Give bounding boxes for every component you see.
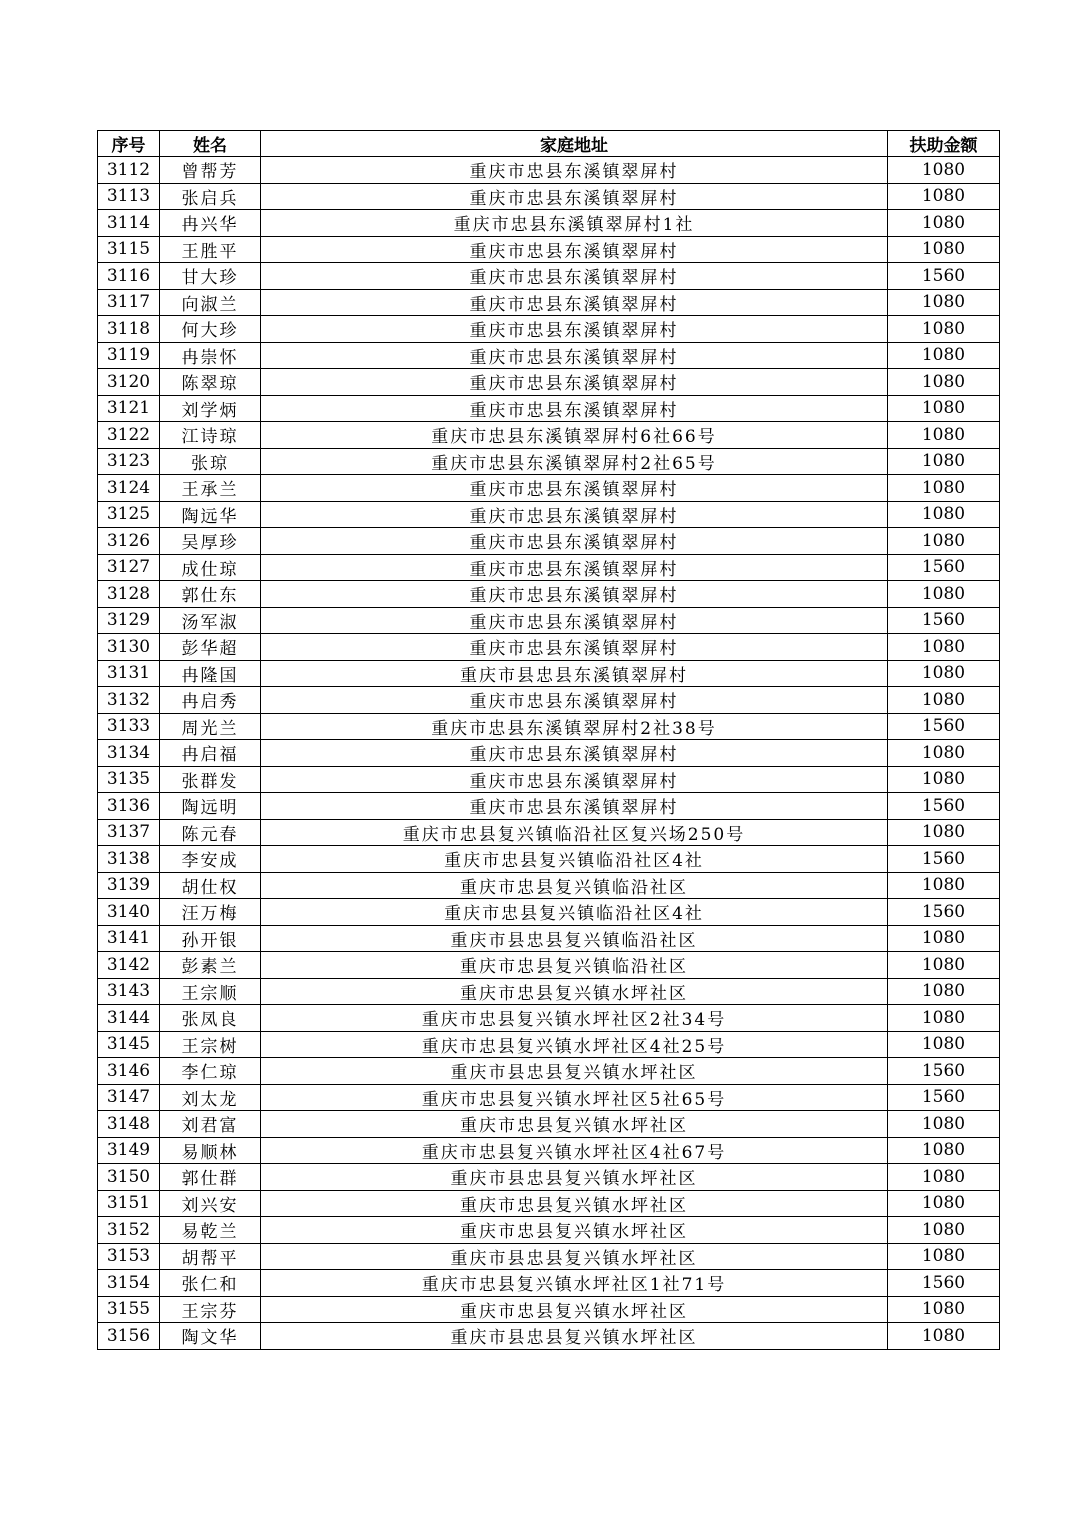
- row-index: 3152: [98, 1217, 160, 1244]
- table-row: [98, 210, 1000, 237]
- row-index: 3154: [98, 1270, 160, 1297]
- row-amount: 1080: [888, 316, 1000, 343]
- row-amount: 1080: [888, 157, 1000, 184]
- row-address: 重庆市忠县复兴镇临沿社区: [261, 952, 888, 979]
- row-amount: 1080: [888, 422, 1000, 449]
- row-amount: 1560: [888, 899, 1000, 926]
- row-name: 刘兴安: [160, 1190, 261, 1217]
- table-row: [98, 1243, 1000, 1270]
- row-index: 3156: [98, 1323, 160, 1350]
- row-index: 3133: [98, 713, 160, 740]
- header-index: 序号: [98, 131, 160, 157]
- row-address: 重庆市忠县东溪镇翠屏村: [261, 342, 888, 369]
- row-address: 重庆市忠县东溪镇翠屏村: [261, 607, 888, 634]
- row-index: 3128: [98, 581, 160, 608]
- table-row: [98, 422, 1000, 449]
- row-amount: 1080: [888, 819, 1000, 846]
- row-name: 冉隆国: [160, 660, 261, 687]
- row-index: 3131: [98, 660, 160, 687]
- row-name: 刘学炳: [160, 395, 261, 422]
- row-name: 刘君富: [160, 1111, 261, 1138]
- row-index: 3118: [98, 316, 160, 343]
- row-index: 3143: [98, 978, 160, 1005]
- row-index: 3138: [98, 846, 160, 873]
- row-name: 曾帮芳: [160, 157, 261, 184]
- row-index: 3115: [98, 236, 160, 263]
- row-index: 3116: [98, 263, 160, 290]
- row-name: 陈元春: [160, 819, 261, 846]
- table-row: [98, 952, 1000, 979]
- table-row: [98, 1084, 1000, 1111]
- row-address: 重庆市忠县东溪镇翠屏村: [261, 766, 888, 793]
- row-amount: 1080: [888, 766, 1000, 793]
- row-name: 张启兵: [160, 183, 261, 210]
- table-row: [98, 1111, 1000, 1138]
- row-name: 李仁琼: [160, 1058, 261, 1085]
- row-amount: 1080: [888, 1031, 1000, 1058]
- row-address: 重庆市县忠县复兴镇水坪社区: [261, 1164, 888, 1191]
- table-row: [98, 687, 1000, 714]
- row-address: 重庆市忠县东溪镇翠屏村1社: [261, 210, 888, 237]
- row-address: 重庆市忠县东溪镇翠屏村: [261, 183, 888, 210]
- row-address: 重庆市忠县东溪镇翠屏村: [261, 793, 888, 820]
- row-amount: 1080: [888, 369, 1000, 396]
- row-name: 向淑兰: [160, 289, 261, 316]
- table-row: [98, 1137, 1000, 1164]
- table-row: [98, 501, 1000, 528]
- row-name: 陶远明: [160, 793, 261, 820]
- row-amount: 1560: [888, 1270, 1000, 1297]
- row-address: 重庆市忠县复兴镇水坪社区4社25号: [261, 1031, 888, 1058]
- table-row: [98, 740, 1000, 767]
- table-row: [98, 766, 1000, 793]
- row-index: 3119: [98, 342, 160, 369]
- row-address: 重庆市忠县复兴镇水坪社区: [261, 1296, 888, 1323]
- table-row: [98, 528, 1000, 555]
- row-index: 3137: [98, 819, 160, 846]
- row-index: 3121: [98, 395, 160, 422]
- row-name: 陶远华: [160, 501, 261, 528]
- row-address: 重庆市忠县东溪镇翠屏村: [261, 528, 888, 555]
- row-index: 3122: [98, 422, 160, 449]
- table-row: [98, 1323, 1000, 1350]
- row-name: 彭素兰: [160, 952, 261, 979]
- row-address: 重庆市忠县复兴镇水坪社区: [261, 1111, 888, 1138]
- table-row: [98, 660, 1000, 687]
- row-name: 陈翠琼: [160, 369, 261, 396]
- row-index: 3145: [98, 1031, 160, 1058]
- row-name: 成仕琼: [160, 554, 261, 581]
- row-index: 3142: [98, 952, 160, 979]
- row-amount: 1080: [888, 1137, 1000, 1164]
- row-address: 重庆市忠县复兴镇水坪社区5社65号: [261, 1084, 888, 1111]
- row-name: 王宗顺: [160, 978, 261, 1005]
- row-amount: 1560: [888, 263, 1000, 290]
- row-index: 3148: [98, 1111, 160, 1138]
- table-row: [98, 846, 1000, 873]
- row-name: 张群发: [160, 766, 261, 793]
- row-name: 刘太龙: [160, 1084, 261, 1111]
- row-index: 3123: [98, 448, 160, 475]
- row-address: 重庆市忠县东溪镇翠屏村2社38号: [261, 713, 888, 740]
- table-body: [98, 157, 1000, 1350]
- row-index: 3155: [98, 1296, 160, 1323]
- row-address: 重庆市忠县东溪镇翠屏村: [261, 475, 888, 502]
- row-amount: 1560: [888, 554, 1000, 581]
- row-index: 3150: [98, 1164, 160, 1191]
- row-name: 易顺林: [160, 1137, 261, 1164]
- row-address: 重庆市忠县东溪镇翠屏村: [261, 263, 888, 290]
- row-index: 3134: [98, 740, 160, 767]
- row-amount: 1080: [888, 634, 1000, 661]
- row-name: 冉启福: [160, 740, 261, 767]
- table-row: [98, 872, 1000, 899]
- row-address: 重庆市忠县东溪镇翠屏村: [261, 581, 888, 608]
- table-row: [98, 1270, 1000, 1297]
- row-name: 甘大珍: [160, 263, 261, 290]
- row-amount: 1080: [888, 1164, 1000, 1191]
- table-row: [98, 793, 1000, 820]
- table-row: [98, 395, 1000, 422]
- row-address: 重庆市忠县东溪镇翠屏村: [261, 157, 888, 184]
- row-amount: 1080: [888, 210, 1000, 237]
- beneficiary-table: [97, 130, 1000, 1350]
- row-index: 3125: [98, 501, 160, 528]
- row-address: 重庆市忠县复兴镇水坪社区: [261, 978, 888, 1005]
- table-header: [98, 131, 1000, 157]
- row-name: 冉启秀: [160, 687, 261, 714]
- row-index: 3141: [98, 925, 160, 952]
- row-address: 重庆市忠县东溪镇翠屏村: [261, 634, 888, 661]
- table-row: [98, 369, 1000, 396]
- row-address: 重庆市忠县复兴镇水坪社区2社34号: [261, 1005, 888, 1032]
- header-row: [98, 131, 1000, 157]
- row-amount: 1080: [888, 952, 1000, 979]
- row-amount: 1080: [888, 1005, 1000, 1032]
- row-address: 重庆市县忠县复兴镇水坪社区: [261, 1323, 888, 1350]
- row-address: 重庆市忠县复兴镇临沿社区复兴场250号: [261, 819, 888, 846]
- row-address: 重庆市县忠县复兴镇临沿社区: [261, 925, 888, 952]
- row-index: 3114: [98, 210, 160, 237]
- row-index: 3117: [98, 289, 160, 316]
- row-amount: 1080: [888, 183, 1000, 210]
- row-address: 重庆市忠县东溪镇翠屏村: [261, 554, 888, 581]
- row-amount: 1080: [888, 1190, 1000, 1217]
- row-address: 重庆市忠县复兴镇临沿社区4社: [261, 846, 888, 873]
- table-row: [98, 236, 1000, 263]
- row-index: 3139: [98, 872, 160, 899]
- row-address: 重庆市忠县复兴镇水坪社区1社71号: [261, 1270, 888, 1297]
- row-index: 3127: [98, 554, 160, 581]
- row-address: 重庆市忠县复兴镇临沿社区4社: [261, 899, 888, 926]
- row-amount: 1080: [888, 872, 1000, 899]
- row-index: 3136: [98, 793, 160, 820]
- row-name: 张琼: [160, 448, 261, 475]
- row-name: 李安成: [160, 846, 261, 873]
- row-name: 吴厚珍: [160, 528, 261, 555]
- row-address: 重庆市忠县复兴镇水坪社区: [261, 1217, 888, 1244]
- table-row: [98, 925, 1000, 952]
- table-row: [98, 713, 1000, 740]
- row-amount: 1560: [888, 1058, 1000, 1085]
- row-index: 3153: [98, 1243, 160, 1270]
- row-amount: 1080: [888, 687, 1000, 714]
- table-row: [98, 1058, 1000, 1085]
- row-name: 王宗树: [160, 1031, 261, 1058]
- row-amount: 1560: [888, 846, 1000, 873]
- row-name: 孙开银: [160, 925, 261, 952]
- table-row: [98, 581, 1000, 608]
- row-name: 易乾兰: [160, 1217, 261, 1244]
- row-name: 张仁和: [160, 1270, 261, 1297]
- row-amount: 1080: [888, 236, 1000, 263]
- row-address: 重庆市县忠县复兴镇水坪社区: [261, 1243, 888, 1270]
- table-row: [98, 607, 1000, 634]
- row-name: 王宗芬: [160, 1296, 261, 1323]
- row-amount: 1080: [888, 1217, 1000, 1244]
- table-row: [98, 157, 1000, 184]
- row-name: 张凤良: [160, 1005, 261, 1032]
- row-index: 3149: [98, 1137, 160, 1164]
- row-index: 3135: [98, 766, 160, 793]
- row-amount: 1560: [888, 793, 1000, 820]
- row-address: 重庆市忠县东溪镇翠屏村: [261, 501, 888, 528]
- table-row: [98, 263, 1000, 290]
- row-name: 冉崇怀: [160, 342, 261, 369]
- row-address: 重庆市县忠县东溪镇翠屏村: [261, 660, 888, 687]
- row-address: 重庆市忠县东溪镇翠屏村: [261, 687, 888, 714]
- row-index: 3144: [98, 1005, 160, 1032]
- table-row: [98, 1296, 1000, 1323]
- row-name: 何大珍: [160, 316, 261, 343]
- row-amount: 1080: [888, 475, 1000, 502]
- row-address: 重庆市忠县东溪镇翠屏村: [261, 236, 888, 263]
- table-row: [98, 1190, 1000, 1217]
- row-index: 3124: [98, 475, 160, 502]
- row-index: 3147: [98, 1084, 160, 1111]
- row-index: 3130: [98, 634, 160, 661]
- row-amount: 1560: [888, 607, 1000, 634]
- row-index: 3120: [98, 369, 160, 396]
- row-name: 郭仕群: [160, 1164, 261, 1191]
- row-amount: 1080: [888, 740, 1000, 767]
- row-amount: 1080: [888, 1296, 1000, 1323]
- row-name: 胡帮平: [160, 1243, 261, 1270]
- row-amount: 1080: [888, 289, 1000, 316]
- row-amount: 1080: [888, 660, 1000, 687]
- row-name: 陶文华: [160, 1323, 261, 1350]
- row-name: 汤军淑: [160, 607, 261, 634]
- table-row: [98, 316, 1000, 343]
- table-row: [98, 634, 1000, 661]
- table-row: [98, 899, 1000, 926]
- row-amount: 1080: [888, 581, 1000, 608]
- table-row: [98, 448, 1000, 475]
- row-index: 3113: [98, 183, 160, 210]
- row-index: 3112: [98, 157, 160, 184]
- row-name: 冉兴华: [160, 210, 261, 237]
- row-index: 3146: [98, 1058, 160, 1085]
- row-amount: 1560: [888, 713, 1000, 740]
- row-name: 江诗琼: [160, 422, 261, 449]
- header-amount: 扶助金额: [888, 131, 1000, 157]
- row-amount: 1080: [888, 448, 1000, 475]
- row-index: 3126: [98, 528, 160, 555]
- row-amount: 1080: [888, 342, 1000, 369]
- table-row: [98, 183, 1000, 210]
- table-row: [98, 1031, 1000, 1058]
- row-amount: 1080: [888, 501, 1000, 528]
- header-name: 姓名: [160, 131, 261, 157]
- row-address: 重庆市忠县复兴镇临沿社区: [261, 872, 888, 899]
- row-index: 3151: [98, 1190, 160, 1217]
- table-row: [98, 1164, 1000, 1191]
- row-address: 重庆市忠县东溪镇翠屏村2社65号: [261, 448, 888, 475]
- row-name: 汪万梅: [160, 899, 261, 926]
- row-address: 重庆市忠县东溪镇翠屏村: [261, 289, 888, 316]
- table-row: [98, 978, 1000, 1005]
- header-address: 家庭地址: [261, 131, 888, 157]
- row-address: 重庆市忠县东溪镇翠屏村: [261, 740, 888, 767]
- row-amount: 1080: [888, 1243, 1000, 1270]
- row-name: 王胜平: [160, 236, 261, 263]
- table-row: [98, 1005, 1000, 1032]
- table-row: [98, 342, 1000, 369]
- row-address: 重庆市忠县复兴镇水坪社区4社67号: [261, 1137, 888, 1164]
- row-amount: 1560: [888, 1084, 1000, 1111]
- row-address: 重庆市县忠县复兴镇水坪社区: [261, 1058, 888, 1085]
- row-index: 3129: [98, 607, 160, 634]
- row-address: 重庆市忠县东溪镇翠屏村6社66号: [261, 422, 888, 449]
- row-index: 3140: [98, 899, 160, 926]
- table-row: [98, 475, 1000, 502]
- table-row: [98, 1217, 1000, 1244]
- table-row: [98, 819, 1000, 846]
- table-row: [98, 554, 1000, 581]
- row-name: 彭华超: [160, 634, 261, 661]
- row-name: 胡仕权: [160, 872, 261, 899]
- row-name: 王承兰: [160, 475, 261, 502]
- row-address: 重庆市忠县东溪镇翠屏村: [261, 395, 888, 422]
- row-amount: 1080: [888, 978, 1000, 1005]
- row-address: 重庆市忠县复兴镇水坪社区: [261, 1190, 888, 1217]
- row-amount: 1080: [888, 395, 1000, 422]
- row-name: 郭仕东: [160, 581, 261, 608]
- row-address: 重庆市忠县东溪镇翠屏村: [261, 316, 888, 343]
- row-name: 周光兰: [160, 713, 261, 740]
- row-amount: 1080: [888, 528, 1000, 555]
- table-row: [98, 289, 1000, 316]
- row-index: 3132: [98, 687, 160, 714]
- row-address: 重庆市忠县东溪镇翠屏村: [261, 369, 888, 396]
- row-amount: 1080: [888, 925, 1000, 952]
- row-amount: 1080: [888, 1111, 1000, 1138]
- row-amount: 1080: [888, 1323, 1000, 1350]
